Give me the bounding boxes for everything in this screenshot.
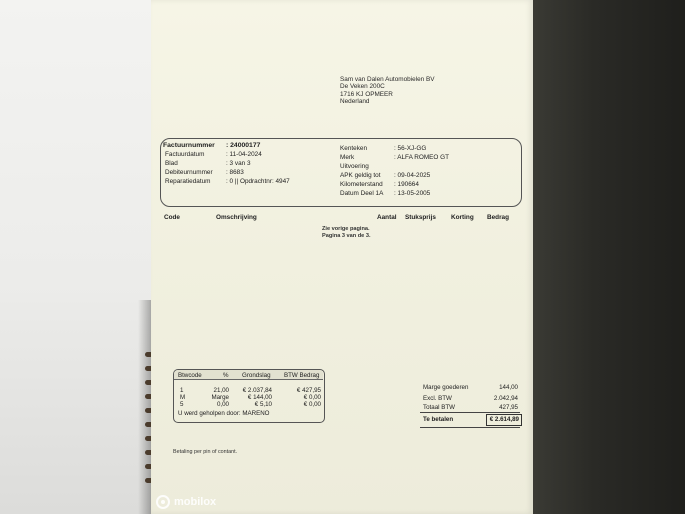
make-value: : ALFA ROMEO GT (394, 154, 450, 161)
invoice-date-value: : 11-04-2024 (226, 151, 262, 158)
page-value: : 3 van 3 (226, 160, 251, 167)
apk-value: : 09-04-2025 (394, 172, 431, 179)
vat-header-percent: % (223, 372, 229, 379)
registration-date-value: : 13-05-2005 (394, 190, 431, 197)
amount-due-label: Te betalen (423, 416, 454, 423)
payment-note: Betaling per pin of contant. (173, 449, 238, 455)
column-header-code: Code (164, 214, 180, 221)
debtor-number-label: Debiteurnummer (165, 169, 213, 176)
column-header-unit-price: Stuksprijs (405, 214, 436, 221)
background-surface-right (533, 0, 685, 514)
column-header-description: Omschrijving (216, 214, 257, 221)
background-surface-left (0, 0, 152, 514)
vat-row-code: 5 (180, 401, 184, 408)
note-page-count: Pagina 3 van de 3. (322, 233, 371, 239)
summary-bottom-line (420, 427, 520, 428)
column-header-discount: Korting (451, 214, 474, 221)
plate-label: Kenteken (340, 145, 368, 152)
mobilox-brand-text: mobilox (174, 496, 217, 508)
make-label: Merk (340, 154, 355, 161)
invoice-date-label: Factuurdatum (165, 151, 205, 158)
vat-row-amount: € 0,00 (303, 394, 321, 401)
sender-postal-city: 1716 KJ OPMEER (340, 90, 393, 98)
vat-header-amount: BTW Bedrag (284, 372, 320, 379)
sender-name: Sam van Dalen Automobielen BV (340, 76, 435, 83)
mobilox-logo-icon (156, 495, 170, 509)
vat-row-base: € 144,00 (247, 394, 272, 401)
vat-row-base: € 2.037,84 (242, 387, 272, 394)
vat-row-code: M (180, 394, 186, 401)
vat-row-base: € 5,10 (254, 401, 272, 408)
vat-header-code: Btwcode (178, 372, 202, 379)
variant-label: Uitvoering (340, 163, 369, 170)
vat-row-amount: € 427,95 (296, 387, 321, 394)
vat-row-rate: Marge (211, 394, 229, 401)
margin-goods-label: Marge goederen (423, 384, 469, 391)
total-vat-value: 427,95 (499, 404, 518, 411)
page-label: Blad (165, 160, 178, 167)
vat-row-rate: 21,00 (213, 387, 229, 394)
column-header-quantity: Aantal (377, 214, 397, 221)
helped-by-text: U werd geholpen door: MARENO (178, 410, 270, 417)
column-header-amount: Bedrag (487, 214, 510, 221)
apk-label: APK geldig tot (340, 172, 381, 179)
margin-goods-value: 144,00 (499, 384, 518, 391)
mileage-label: Kilometerstand (340, 181, 383, 188)
mileage-value: : 190664 (394, 181, 419, 188)
debtor-number-value: : 8683 (226, 169, 244, 176)
repair-date-label: Reparatiedatum (165, 178, 211, 185)
vat-row-amount: € 0,00 (303, 401, 321, 408)
summary-divider (420, 412, 520, 413)
sender-address (340, 76, 435, 106)
note-previous-page: Zie vorige pagina. (322, 226, 370, 232)
excl-vat-label: Excl. BTW (423, 395, 452, 402)
plate-value: : 56-XJ-GG (394, 145, 427, 152)
sender-country: Nederland (340, 98, 370, 106)
repair-date-value: : 0 || Opdrachtnr: 4947 (226, 178, 290, 185)
mobilox-watermark (156, 493, 216, 511)
total-vat-label: Totaal BTW (423, 404, 455, 411)
sender-street: De Veken 200C (340, 83, 385, 91)
invoice-number-label: Factuurnummer (163, 142, 215, 149)
invoice-number-value: : 24000177 (226, 142, 261, 149)
registration-date-label: Datum Deel 1A (340, 190, 384, 197)
excl-vat-value: 2.042,94 (493, 395, 518, 402)
amount-due-value: € 2.614,89 (489, 416, 519, 423)
vat-header-base: Grondslag (242, 372, 271, 379)
vat-row-code: 1 (180, 387, 184, 394)
vat-row-rate: 0,00 (216, 401, 229, 408)
